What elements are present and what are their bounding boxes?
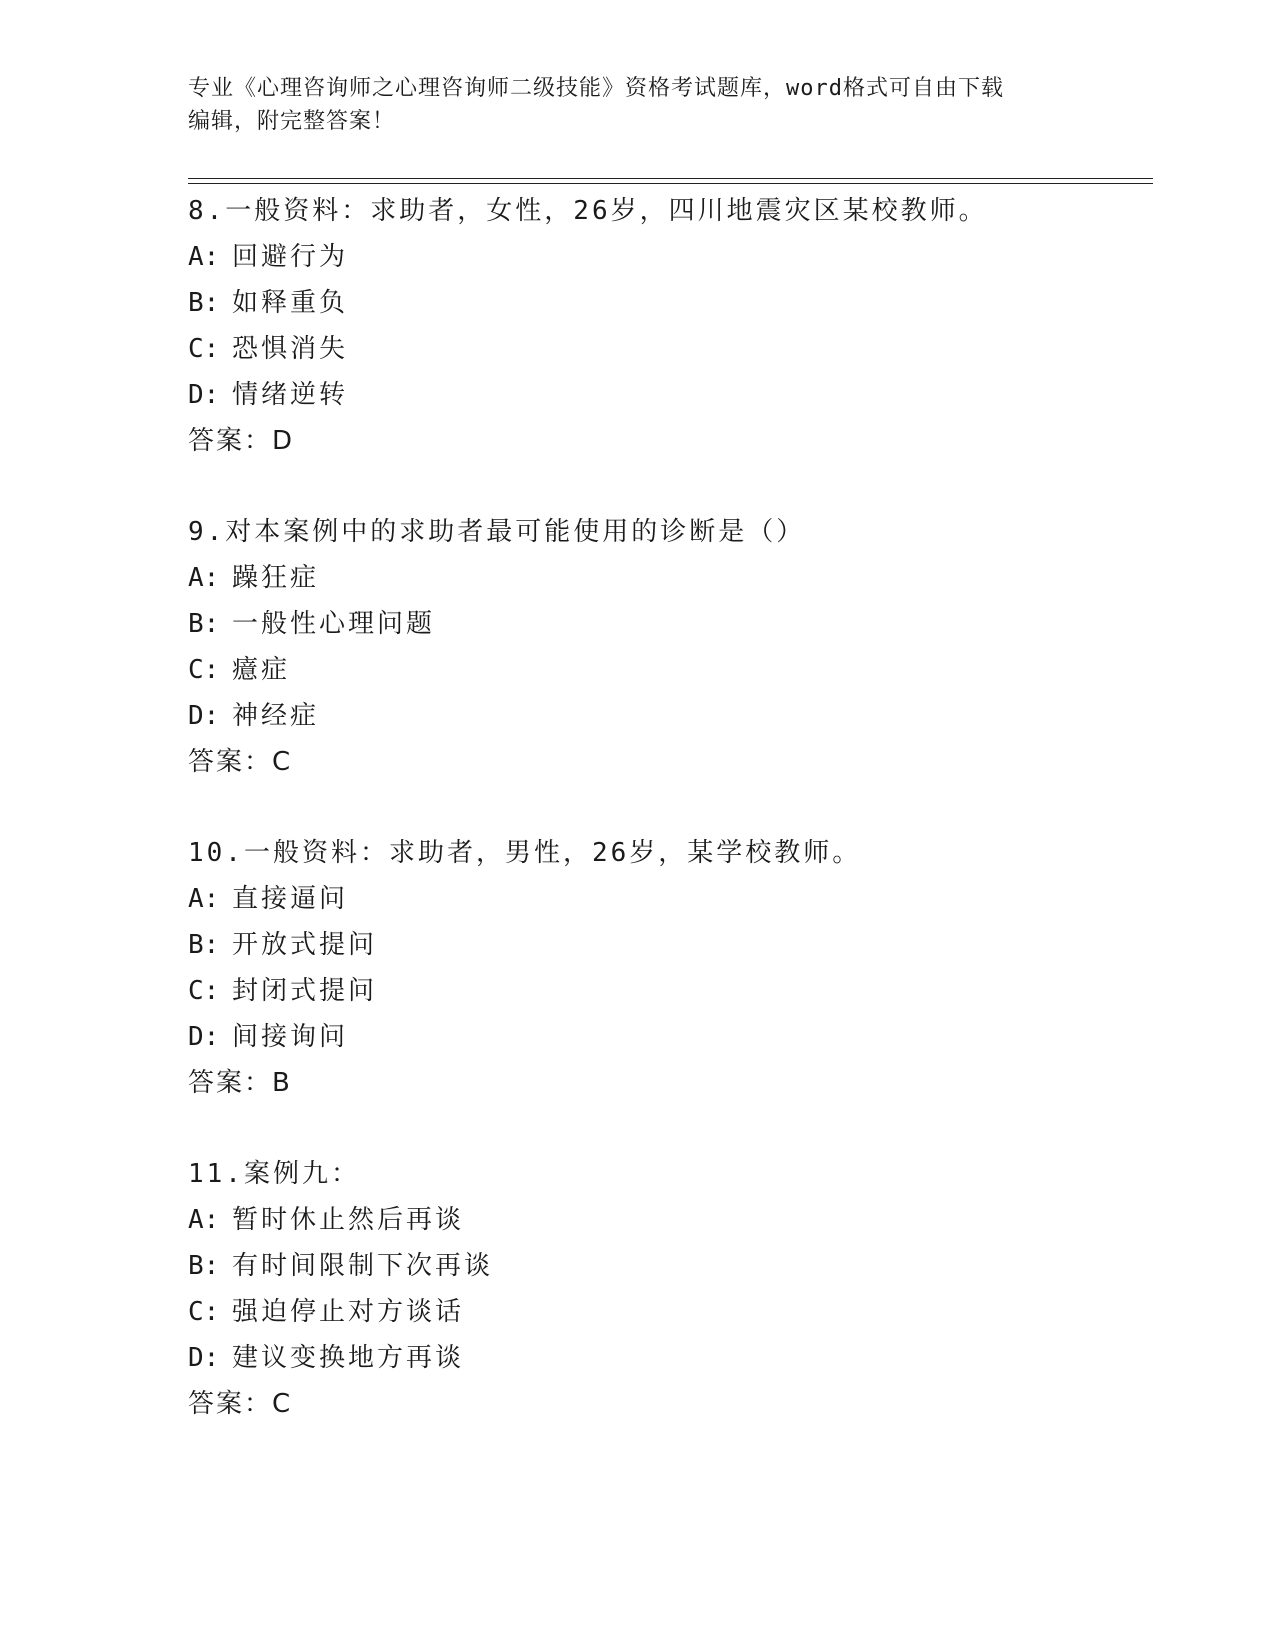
option-a <box>188 876 1148 922</box>
option-text: 有时间限制下次再谈 <box>232 1251 494 1281</box>
option-text: 直接逼问 <box>232 884 349 914</box>
answer-line: 答案：B <box>188 1068 292 1098</box>
option-key: C: <box>188 976 220 1006</box>
option-key: C: <box>188 655 220 685</box>
answer-line: 答案：C <box>188 1389 293 1419</box>
option-key: C: <box>188 334 220 364</box>
option-key: D: <box>188 1343 220 1373</box>
option-d <box>188 693 1148 739</box>
option-text: 神经症 <box>232 701 320 731</box>
option-text: 强迫停止对方谈话 <box>232 1297 465 1327</box>
option-c <box>188 647 1148 693</box>
answer-line: 答案：D <box>188 426 295 456</box>
document-header <box>188 72 1088 138</box>
option-d <box>188 1014 1148 1060</box>
option-text: 开放式提问 <box>232 930 378 960</box>
option-text: 癔症 <box>232 655 291 685</box>
option-text: 封闭式提问 <box>232 976 378 1006</box>
option-key: A: <box>188 242 220 272</box>
option-a <box>188 1197 1148 1243</box>
header-line-2: 编辑，附完整答案！ <box>188 109 396 134</box>
option-b <box>188 280 1148 326</box>
question-block <box>188 509 1148 785</box>
option-key: A: <box>188 884 220 914</box>
option-key: D: <box>188 380 220 410</box>
question-stem: 11.案例九： <box>188 1159 360 1189</box>
option-text: 躁狂症 <box>232 563 320 593</box>
option-key: B: <box>188 1251 220 1281</box>
header-line-1: 专业《心理咨询师之心理咨询师二级技能》资格考试题库，word格式可自由下载 <box>188 76 1004 101</box>
option-c <box>188 326 1148 372</box>
option-d <box>188 1335 1148 1381</box>
question-block <box>188 830 1148 1106</box>
option-d <box>188 372 1148 418</box>
option-c <box>188 1289 1148 1335</box>
option-key: A: <box>188 1205 220 1235</box>
question-stem: 9.对本案例中的求助者最可能使用的诊断是（） <box>188 517 806 547</box>
option-key: A: <box>188 563 220 593</box>
option-text: 恐惧消失 <box>232 334 349 364</box>
question-stem: 8.一般资料：求助者，女性，26岁，四川地震灾区某校教师。 <box>188 196 988 226</box>
option-b <box>188 601 1148 647</box>
option-key: B: <box>188 288 220 318</box>
question-block <box>188 188 1148 464</box>
option-text: 回避行为 <box>232 242 349 272</box>
option-key: D: <box>188 1022 220 1052</box>
question-stem: 10.一般资料：求助者，男性，26岁，某学校教师。 <box>188 838 862 868</box>
option-text: 情绪逆转 <box>232 380 349 410</box>
option-text: 间接询问 <box>232 1022 349 1052</box>
question-list <box>188 188 1148 1472</box>
option-key: B: <box>188 609 220 639</box>
option-text: 如释重负 <box>232 288 349 318</box>
option-a <box>188 555 1148 601</box>
option-key: C: <box>188 1297 220 1327</box>
option-b <box>188 1243 1148 1289</box>
option-key: D: <box>188 701 220 731</box>
option-a <box>188 234 1148 280</box>
option-key: B: <box>188 930 220 960</box>
option-text: 建议变换地方再谈 <box>232 1343 465 1373</box>
option-b <box>188 922 1148 968</box>
question-block <box>188 1151 1148 1427</box>
header-divider-top <box>188 178 1153 179</box>
header-divider-bottom <box>188 183 1153 184</box>
option-c <box>188 968 1148 1014</box>
option-text: 一般性心理问题 <box>232 609 436 639</box>
answer-line: 答案：C <box>188 747 293 777</box>
option-text: 暂时休止然后再谈 <box>232 1205 465 1235</box>
